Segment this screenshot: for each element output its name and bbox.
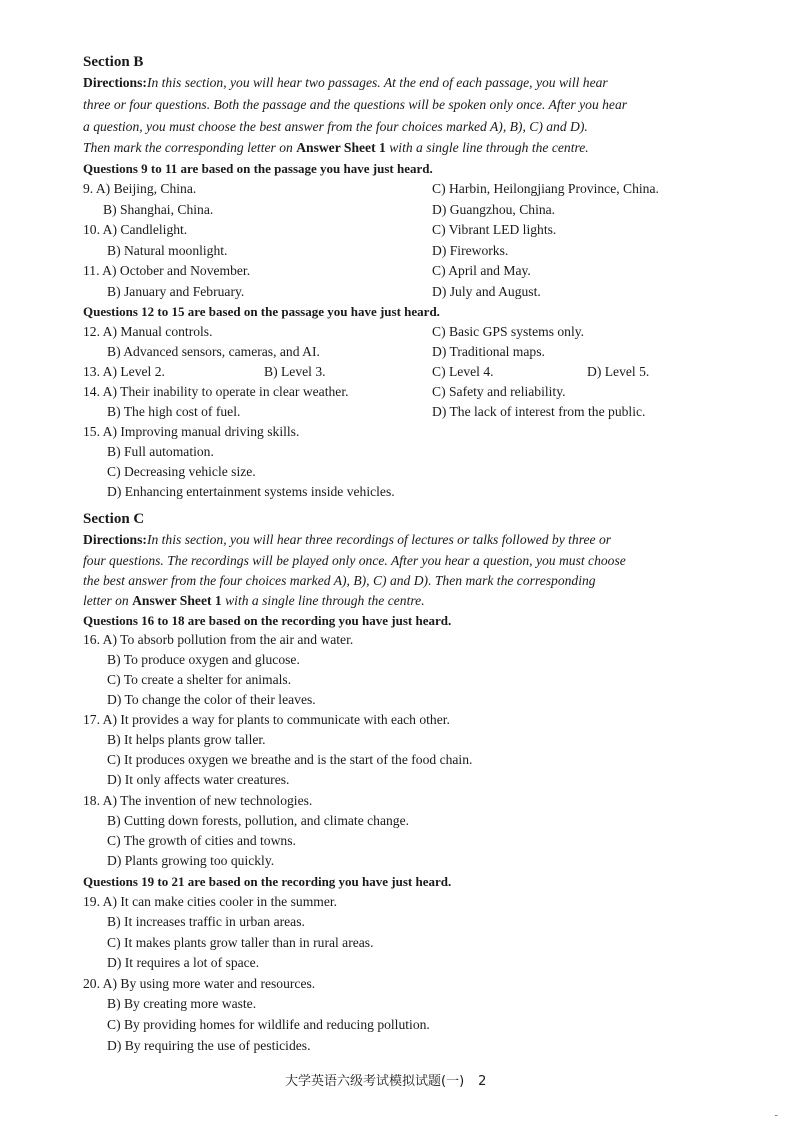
directions-text: letter on bbox=[83, 593, 133, 608]
q14-option-b: B) The high cost of fuel. bbox=[107, 404, 241, 419]
page-footer bbox=[285, 1072, 486, 1092]
directions-text: In this section, you will hear three recordings of lectures or talks followed by three or bbox=[146, 532, 612, 547]
q15-option-a: 15. A) Improving manual driving skills. bbox=[83, 424, 300, 439]
q13-option-a: 13. A) Level 2. bbox=[83, 364, 165, 379]
page-number: 2 bbox=[478, 1074, 487, 1089]
q14-option-c: C) Safety and reliability. bbox=[432, 384, 566, 399]
directions-text: In this section, you will hear two passages. At the end of each passage, you will hear bbox=[146, 75, 608, 90]
q13-option-d: D) Level 5. bbox=[587, 364, 650, 379]
section-b-directions-line-2 bbox=[83, 95, 627, 115]
directions-text: three or four questions. Both the passage and the questions will be spoken only once. After you hear bbox=[83, 97, 628, 112]
q13-option-b: B) Level 3. bbox=[264, 364, 326, 379]
question-group-heading: Questions 16 to 18 are based on the recording you have just heard. bbox=[83, 613, 452, 628]
q9-option-d: D) Guangzhou, China. bbox=[432, 202, 556, 217]
q10-option-a: 10. A) Candlelight. bbox=[83, 222, 188, 237]
answer-sheet-label: Answer Sheet 1 bbox=[296, 140, 386, 155]
q9-option-b: B) Shanghai, China. bbox=[103, 202, 214, 217]
q12-option-c: C) Basic GPS systems only. bbox=[432, 324, 585, 339]
q12-option-b: B) Advanced sensors, cameras, and AI. bbox=[107, 344, 320, 359]
q16-option-d: D) To change the color of their leaves. bbox=[107, 692, 316, 707]
q9-option-c: C) Harbin, Heilongjiang Province, China. bbox=[432, 181, 659, 196]
q18-option-a: 18. A) The invention of new technologies. bbox=[83, 793, 313, 808]
q16-option-a: 16. A) To absorb pollution from the air and water. bbox=[83, 632, 354, 647]
q20-option-a: 20. A) By using more water and resources. bbox=[83, 976, 316, 991]
directions-label: Directions: bbox=[83, 532, 147, 547]
directions-text: with a single line through the centre. bbox=[385, 140, 589, 155]
q11-option-c: C) April and May. bbox=[432, 263, 531, 278]
question-group-heading: Questions 12 to 15 are based on the passage you have just heard. bbox=[83, 304, 440, 319]
q20-option-c: C) By providing homes for wildlife and reducing pollution. bbox=[107, 1017, 430, 1032]
q17-option-a: 17. A) It provides a way for plants to communicate with each other. bbox=[83, 712, 450, 727]
q12-option-d: D) Traditional maps. bbox=[432, 344, 545, 359]
q17-option-d: D) It only affects water creatures. bbox=[107, 772, 290, 787]
q20-option-b: B) By creating more waste. bbox=[107, 996, 257, 1011]
section-b-directions-line-4 bbox=[83, 138, 589, 158]
q13-option-c: C) Level 4. bbox=[432, 364, 494, 379]
q19-option-a: 19. A) It can make cities cooler in the summer. bbox=[83, 894, 338, 909]
q16-option-b: B) To produce oxygen and glucose. bbox=[107, 652, 300, 667]
section-b-title: Section B bbox=[83, 54, 144, 70]
directions-text: with a single line through the centre. bbox=[221, 593, 425, 608]
q15-option-d: D) Enhancing entertainment systems inside vehicles. bbox=[107, 484, 395, 499]
question-group-heading: Questions 9 to 11 are based on the passage you have just heard. bbox=[83, 161, 433, 176]
q20-option-d: D) By requiring the use of pesticides. bbox=[107, 1038, 311, 1053]
q18-option-c: C) The growth of cities and towns. bbox=[107, 833, 296, 848]
q18-option-b: B) Cutting down forests, pollution, and climate change. bbox=[107, 813, 410, 828]
q11-option-a: 11. A) October and November. bbox=[83, 263, 251, 278]
q18-option-d: D) Plants growing too quickly. bbox=[107, 853, 275, 868]
q15-option-b: B) Full automation. bbox=[107, 444, 214, 459]
q19-option-b: B) It increases traffic in urban areas. bbox=[107, 914, 305, 929]
directions-text: a question, you must choose the best answer from the four choices marked A), B), C) and D). bbox=[83, 119, 588, 134]
q19-option-c: C) It makes plants grow taller than in rural areas. bbox=[107, 935, 374, 950]
q12-option-a: 12. A) Manual controls. bbox=[83, 324, 213, 339]
q19-option-d: D) It requires a lot of space. bbox=[107, 955, 260, 970]
section-c-directions-line-2 bbox=[83, 551, 626, 571]
q17-option-c: C) It produces oxygen we breathe and is the start of the food chain. bbox=[107, 752, 473, 767]
directions-text: four questions. The recordings will be played only once. After you hear a question, you must choose bbox=[83, 553, 626, 568]
section-c-directions-line-4 bbox=[83, 591, 425, 611]
q15-option-c: C) Decreasing vehicle size. bbox=[107, 464, 256, 479]
question-group-heading: Questions 19 to 21 are based on the recording you have just heard. bbox=[83, 874, 452, 889]
q9-option-a: 9. A) Beijing, China. bbox=[83, 181, 197, 196]
q17-option-b: B) It helps plants grow taller. bbox=[107, 732, 266, 747]
q10-option-b: B) Natural moonlight. bbox=[107, 243, 228, 258]
section-b-directions-line-3 bbox=[83, 117, 588, 137]
q14-option-a: 14. A) Their inability to operate in clear weather. bbox=[83, 384, 349, 399]
section-c-directions-line-1 bbox=[83, 530, 611, 550]
footer-title: 大学英语六级考试模拟试题(一) bbox=[285, 1074, 465, 1089]
directions-text: Then mark the corresponding letter on bbox=[83, 140, 297, 155]
section-b-directions-line-1 bbox=[83, 73, 608, 93]
q10-option-c: C) Vibrant LED lights. bbox=[432, 222, 557, 237]
directions-text: the best answer from the four choices marked A), B), C) and D). Then mark the corresponding bbox=[83, 573, 596, 588]
answer-sheet-label: Answer Sheet 1 bbox=[132, 593, 222, 608]
section-c-directions-line-3 bbox=[83, 571, 596, 591]
q16-option-c: C) To create a shelter for animals. bbox=[107, 672, 292, 687]
directions-label: Directions: bbox=[83, 75, 147, 90]
q11-option-b: B) January and February. bbox=[107, 284, 245, 299]
section-c-title: Section C bbox=[83, 511, 145, 527]
q14-option-d: D) The lack of interest from the public. bbox=[432, 404, 646, 419]
q10-option-d: D) Fireworks. bbox=[432, 243, 509, 258]
q11-option-d: D) July and August. bbox=[432, 284, 541, 299]
corner-mark: - bbox=[774, 1110, 778, 1121]
